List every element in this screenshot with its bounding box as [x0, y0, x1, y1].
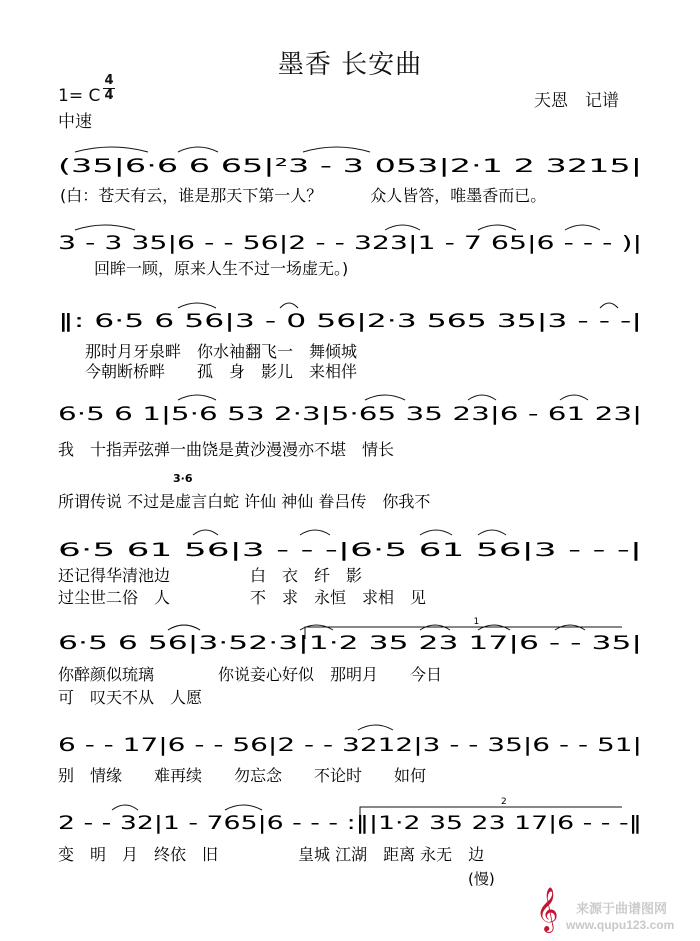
slur-arc	[365, 395, 405, 400]
slur-arc	[358, 725, 393, 730]
key-label: 1= C	[58, 86, 101, 106]
treble-clef-icon: 𝄞	[536, 887, 559, 931]
lyrics-line-7-1: 别 情缘 难再续 勿忘念 不论时 如何	[58, 766, 427, 785]
notes-line-7: 6 - - 17|6 - - 56|2 - - 3212|3 - - 35|6 - - 51|	[58, 734, 642, 756]
credit-line: 天恩 记谱	[534, 91, 619, 111]
slur-arc	[565, 225, 600, 230]
slur-arc	[178, 147, 218, 152]
slur-arc	[168, 625, 200, 630]
lyrics-line-8-1: 变 明 月 终依 旧 皇城 江湖 距离 永无 边	[58, 845, 485, 864]
volta-number: 1	[473, 617, 480, 627]
slur-arc	[280, 303, 298, 308]
slur-arc	[600, 303, 618, 308]
notes-line-4: 6·5 6 1|5·6 53 2·3|5·65 35 23|6 - 61 23|	[58, 403, 642, 425]
notes-line-3: ‖: 6·5 6 56|3 - 0 56|2·3 565 35|3 - - -|	[58, 310, 642, 332]
notes-line-1: (35|6·6 6 65|²3 - 3 053|2·1 2 3215|	[58, 155, 642, 177]
lyrics-line-3-1: 那时月牙泉畔 你水袖翻飞一 舞倾城	[85, 342, 358, 361]
time-top: 4	[104, 73, 114, 88]
tempo-mark: 中速	[58, 112, 92, 132]
slur-arc	[112, 805, 138, 810]
notes-line-5: 6·5 61 56|3 - - -|6·5 61 56|3 - - -|	[58, 539, 642, 561]
slur-arc	[478, 530, 506, 535]
slur-arc	[225, 805, 262, 810]
notes-line-2: 3 - 3 35|6 - - 56|2 - - 323|1 - 7 65|6 - - - )|	[58, 232, 642, 254]
lyrics-line-4-1: 我 十指弄弦弹一曲饶是黄沙漫漫亦不堪 情长	[58, 440, 395, 459]
volta-number: 2	[501, 797, 507, 807]
lyrics-line-4-2: 所谓传说 不过是虚言白蛇 许仙 神仙 眷吕传 你我不	[58, 492, 431, 511]
score-title: 墨香 长安曲	[277, 50, 423, 80]
watermark-url: www.qupu123.com	[566, 918, 675, 932]
notes-line-6: 6·5 6 56|3·52·3|1·2 35 23 17|6 - - 35|	[58, 632, 642, 654]
grace-notes: 3·6	[173, 472, 193, 485]
time-bottom: 4	[104, 88, 114, 103]
slur-arc	[300, 530, 330, 535]
slur-arc	[303, 147, 370, 152]
slur-arc	[75, 147, 148, 152]
lyrics-line-5-1: 还记得华清池边 白 衣 纤 影	[58, 566, 363, 585]
notes-line-8: 2 - - 32|1 - 765|6 - - - :‖|1·2 35 23 17|6 - - -‖	[58, 812, 642, 834]
lyrics-line-3-2: 今朝断桥畔 孤 身 影儿 来相伴	[85, 362, 358, 381]
slur-arc	[560, 395, 588, 400]
lyrics-line-1-1: (白：苍天有云，谁是那天下第一人？ 众人皆答，唯墨香而已。	[60, 186, 547, 205]
watermark-text: 来源于曲谱图网	[576, 901, 668, 916]
lyrics-line-5-2: 过尘世二俗 人 不 求 永恒 求相 见	[58, 588, 427, 607]
slur-arc	[75, 225, 135, 230]
slur-arc	[385, 225, 420, 230]
slur-arc	[468, 395, 496, 400]
lyrics-line-2-1: 回眸一顾，原来人生不过一场虚无。)	[94, 259, 349, 278]
slur-arc	[478, 225, 516, 230]
slur-arc	[178, 395, 216, 400]
lyrics-line-6-2: 可 叹天不从 人愿	[58, 688, 203, 707]
slur-arc	[420, 530, 452, 535]
slur-arc	[193, 530, 218, 535]
slur-arc	[178, 303, 216, 308]
lyrics-line-6-1: 你醉颜似琉璃 你说妾心好似 那明月 今日	[58, 665, 443, 684]
tempo-slow-mark: (慢)	[468, 870, 495, 888]
